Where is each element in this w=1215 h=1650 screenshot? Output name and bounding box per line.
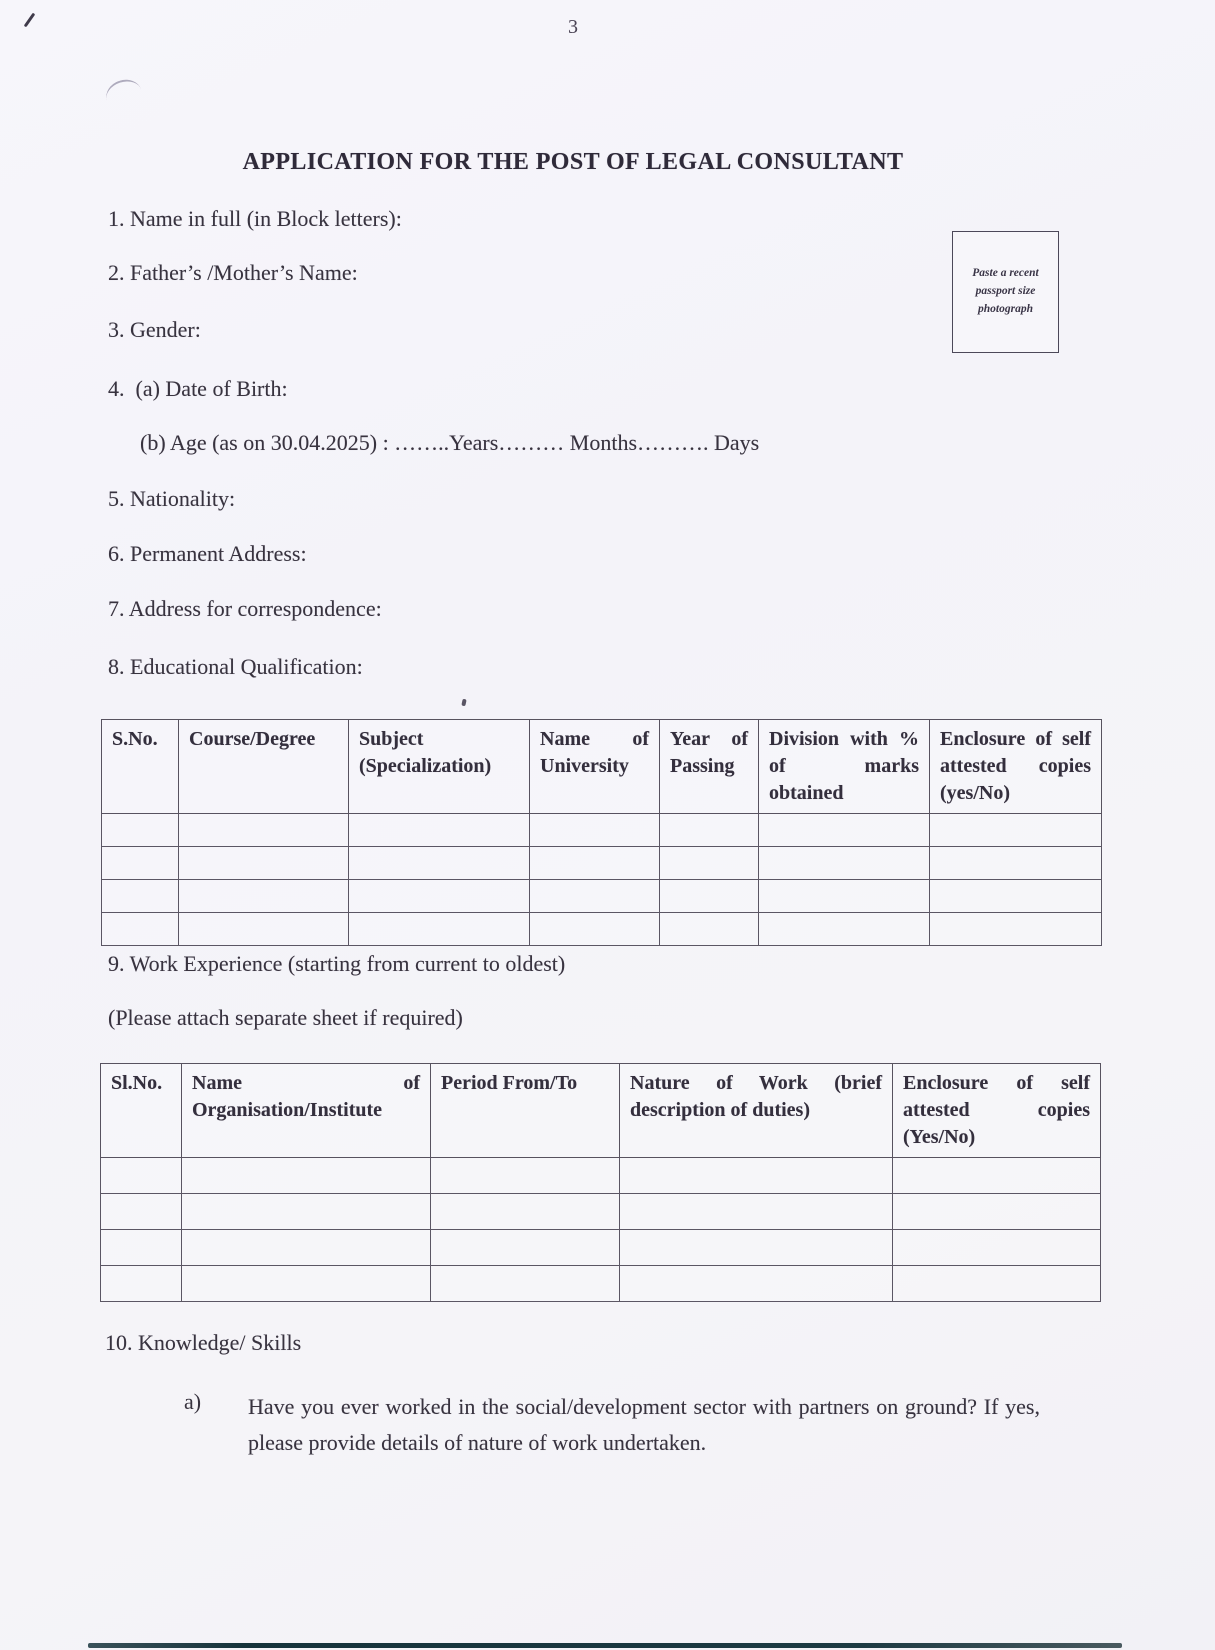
section10-item-a-text: Have you ever worked in the social/development sector with partners on ground? If yes, please provide details of nature of work undertaken. (248, 1394, 1040, 1455)
edu-col-year: Year of Passing (660, 720, 759, 814)
exp-col-enclosure: Enclosure of self attested copies (Yes/No) (893, 1064, 1101, 1158)
scan-edge-line (88, 1643, 1122, 1648)
edu-col-enclosure: Enclosure of self attested copies (yes/No) (930, 720, 1102, 814)
exp-col-nature-of-work: Nature of Work (brief description of duties) (620, 1064, 893, 1158)
experience-empty-row (101, 1230, 1101, 1266)
section10-item-a-marker: a) (184, 1389, 202, 1414)
passport-photo-box (952, 231, 1059, 353)
section9-heading: 9. Work Experience (starting from current to oldest) (108, 951, 566, 976)
field-correspondence-address: 7. Address for correspondence: (108, 596, 382, 621)
field-name-in-full: 1. Name in full (in Block letters): (108, 206, 402, 231)
exp-col-organisation: Name of Organisation/Institute (182, 1064, 431, 1158)
field-educational-qualification: 8. Educational Qualification: (108, 654, 363, 679)
field-father-mother-name: 2. Father’s /Mother’s Name: (108, 260, 358, 285)
scan-ink-speck (461, 699, 466, 707)
exp-col-slno: Sl.No. (101, 1064, 182, 1158)
field-nationality: 5. Nationality: (108, 486, 236, 511)
education-empty-row (102, 814, 1102, 847)
passport-photo-instruction: Paste a recent passport size photograph (972, 267, 1039, 315)
field-gender: 3. Gender: (108, 317, 201, 342)
experience-empty-row (101, 1266, 1101, 1302)
edu-col-subject: Subject (Specialization) (349, 720, 530, 814)
experience-table-header-row (101, 1064, 1101, 1158)
education-table-header-row (102, 720, 1102, 814)
edu-col-university: Name of University (530, 720, 660, 814)
field-date-of-birth: 4. (a) Date of Birth: (108, 376, 288, 401)
edu-col-course-degree: Course/Degree (179, 720, 349, 814)
form-title: APPLICATION FOR THE POST OF LEGAL CONSULTANT (242, 149, 904, 175)
field-permanent-address: 6. Permanent Address: (108, 541, 307, 566)
section10-heading: 10. Knowledge/ Skills (105, 1330, 302, 1355)
edu-col-sno: S.No. (102, 720, 179, 814)
page-number: 3 (568, 16, 578, 38)
work-experience-table (100, 1063, 1101, 1302)
education-qualification-table (101, 719, 1102, 946)
edu-col-division: Division with % of marks obtained (759, 720, 930, 814)
field-age: (b) Age (as on 30.04.2025) : ……..Years……… Months………. Days (140, 430, 760, 455)
education-empty-row (102, 913, 1102, 946)
hole-punch-mark (102, 75, 146, 115)
experience-empty-row (101, 1158, 1101, 1194)
exp-col-period: Period From/To (431, 1064, 620, 1158)
experience-empty-row (101, 1194, 1101, 1230)
section9-note: (Please attach separate sheet if required) (108, 1005, 463, 1030)
education-empty-row (102, 847, 1102, 880)
education-empty-row (102, 880, 1102, 913)
